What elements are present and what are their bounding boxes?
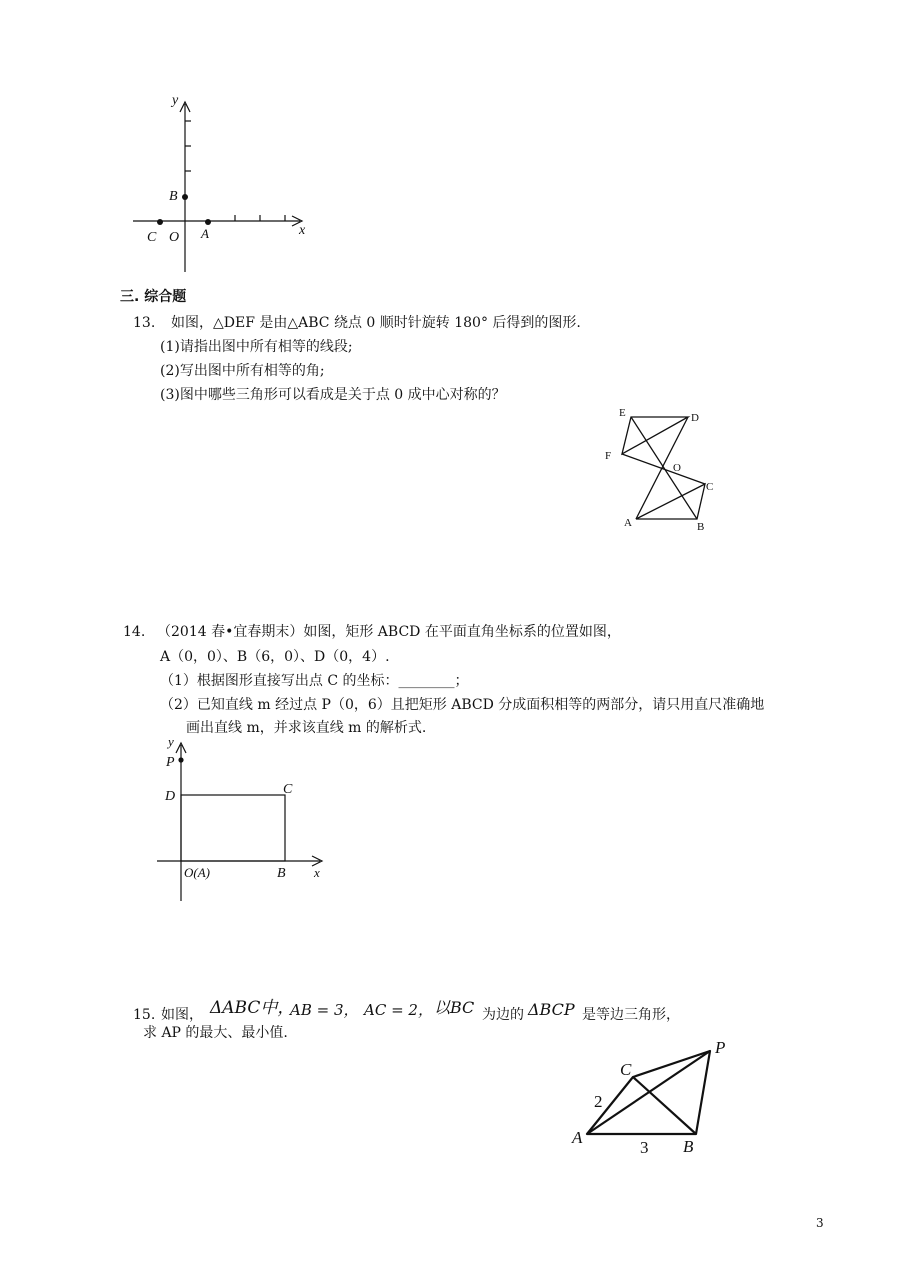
label-o: O (169, 230, 180, 245)
q15-label-b: B (683, 1137, 694, 1156)
q13-label-d: D (691, 412, 699, 424)
q14-label-d: D (165, 789, 176, 804)
q15-text-1: 如图， (161, 1007, 203, 1023)
q13-label-f: F (605, 450, 612, 462)
q14-text: （2014 春•宜春期末）如图，矩形 ABCD 在平面直角坐标系的位置如图， (157, 624, 621, 640)
q14-part2-line2: 画出直线 m，并求该直线 m 的解析式. (186, 720, 427, 736)
q13-part3: (3)图中哪些三角形可以看成是关于点 0 成中心对称的？ (160, 387, 506, 403)
q13-part1: (1)请指出图中所有相等的线段; (160, 339, 353, 355)
q15-math-bcp: ΔBCP (528, 1000, 575, 1019)
q14-part1: （1）根据图形直接写出点 C 的坐标：________； (160, 673, 469, 689)
q15-label-a: A (572, 1128, 583, 1147)
section-title: 三. 综合题 (120, 289, 187, 305)
q14-label-x: x (314, 865, 320, 880)
q15-math-ab: AB = 3， (290, 1001, 359, 1019)
q14-label-p: P (166, 755, 175, 770)
q15-math-bc: 以BC (434, 998, 475, 1017)
page-number: 3 (816, 1216, 824, 1230)
q14-number: 14. (123, 624, 146, 640)
axis-x-label: x (299, 223, 306, 238)
q13-label-b: B (697, 521, 705, 533)
axis-y-label: y (172, 93, 179, 108)
q15-math-abc: ΔABC中， (210, 998, 295, 1018)
q13-label-o: O (673, 462, 681, 474)
q14-label-c: C (283, 782, 293, 797)
label-b: B (169, 189, 178, 204)
q15-number: 15. (133, 1007, 156, 1023)
q15-line2: 求 AP 的最大、最小值. (143, 1025, 288, 1041)
q13-number: 13. (133, 315, 156, 331)
label-c: C (147, 230, 157, 245)
q14-coords: A（0，0）、B（6，0）、D（0，4）. (160, 649, 390, 665)
q15-text-3: 是等边三角形， (582, 1007, 680, 1023)
q13-text: 如图，△DEF 是由△ABC 绕点 0 顺时针旋转 180° 后得到的图形. (171, 315, 581, 331)
q13-part2: (2)写出图中所有相等的角; (160, 363, 325, 379)
q14-label-b: B (277, 866, 286, 881)
q15-text-2: 为边的 (482, 1007, 524, 1023)
q14-part2-line1: （2）已知直线 m 经过点 P（0，6）且把矩形 ABCD 分成面积相等的两部分，请只用直尺准确地 (160, 697, 765, 713)
q15-label-p: P (715, 1038, 726, 1057)
q14-label-y: y (168, 734, 174, 749)
q15-label-c: C (620, 1060, 632, 1079)
q15-math-ac: AC = 2， (364, 1001, 433, 1019)
q15-label-2: 2 (594, 1092, 603, 1111)
q15-label-3: 3 (640, 1138, 649, 1157)
q14-label-oa: O(A) (184, 865, 210, 880)
label-a: A (201, 226, 209, 241)
q13-label-c: C (706, 481, 714, 493)
q13-label-e: E (619, 407, 626, 419)
q13-label-a: A (624, 517, 632, 529)
